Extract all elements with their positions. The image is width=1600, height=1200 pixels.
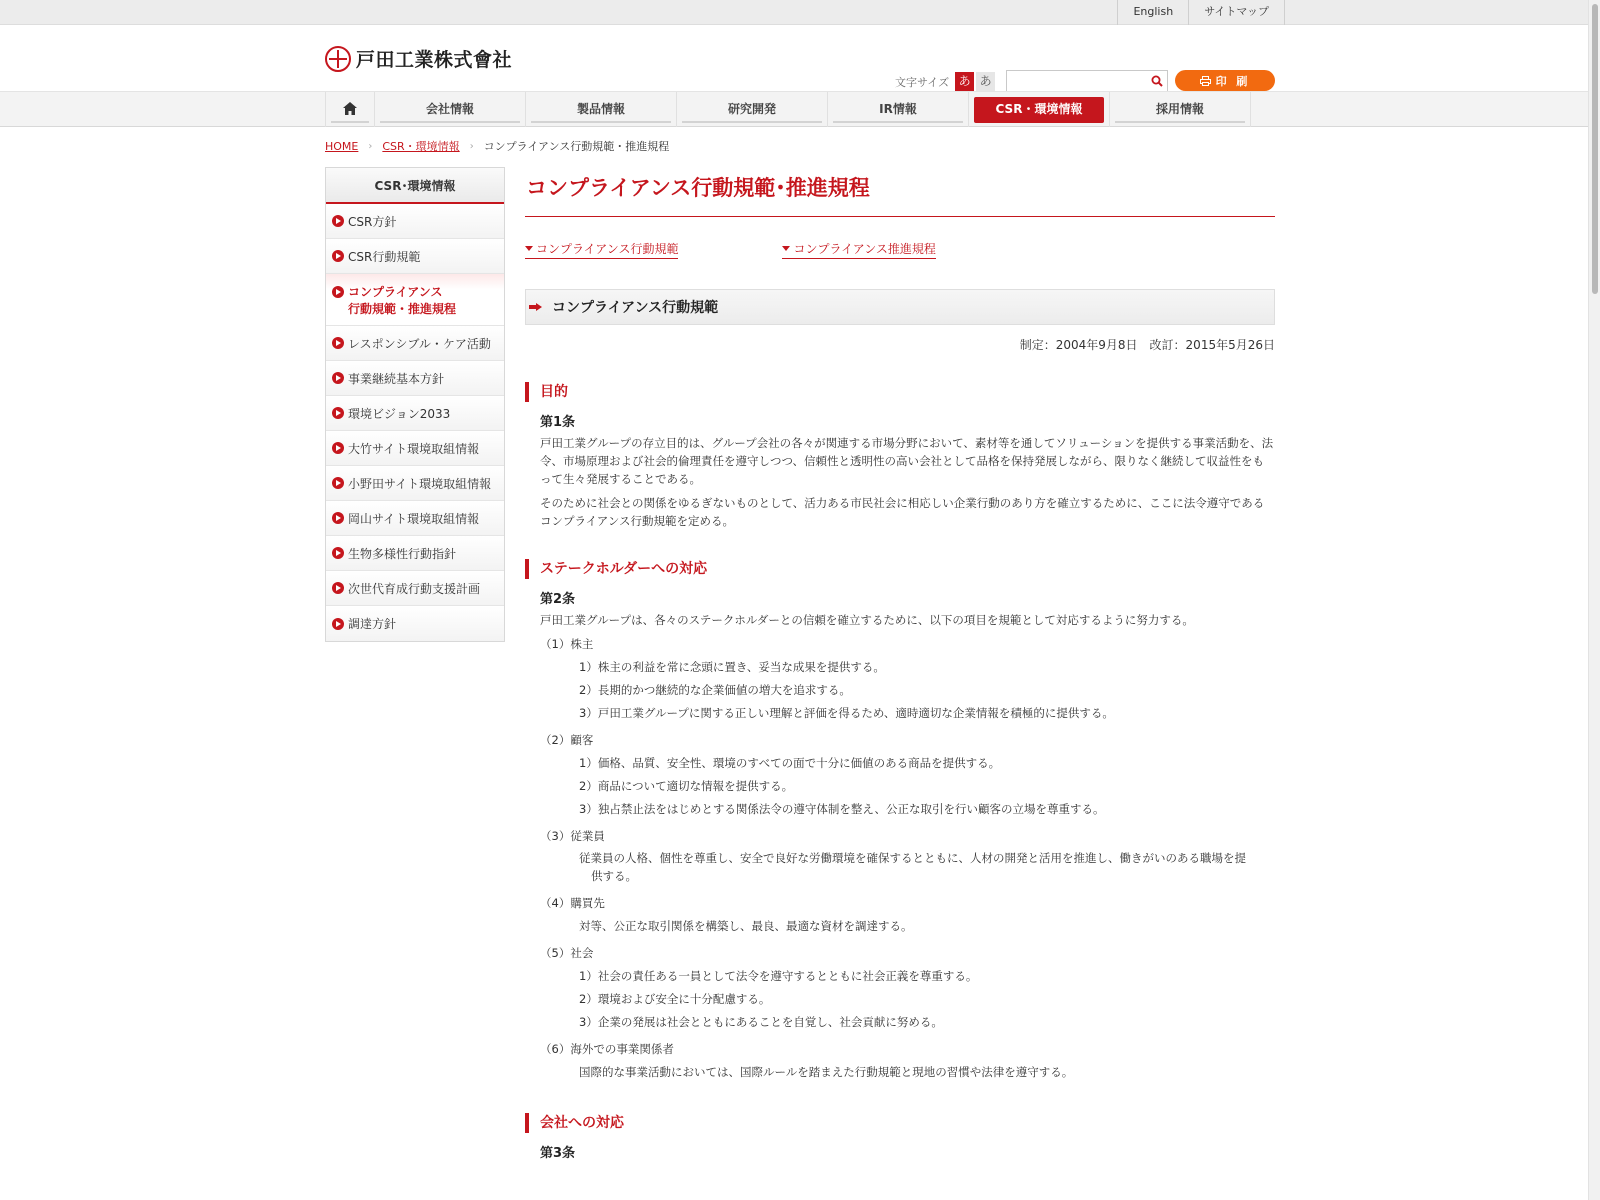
nav-home-button[interactable]: [331, 97, 369, 123]
sidebar-item-vision-2033[interactable]: [326, 396, 504, 431]
heading-stakeholders: ステークホルダーへの対応: [525, 559, 1275, 579]
page-scrollbar[interactable]: [1588, 0, 1600, 1200]
nav-home: [325, 92, 374, 127]
article-2-paragraph: 戸田工業グループは、各々のステークホルダーとの信頼を確立するために、以下の項目を規範として対応するように努力する。: [540, 613, 1194, 627]
item-society-3: 3）企業の発展は社会とともにあることを自覚し、社会貢献に努める。: [579, 1015, 943, 1029]
home-icon: [343, 102, 357, 115]
item-shareholders: （1）株主: [540, 637, 594, 651]
anchor-label: コンプライアンス行動規範: [536, 241, 679, 256]
item-customers-2: 2）商品について適切な情報を提供する。: [579, 779, 794, 793]
sidebar-item-label: 大竹サイト環境取組情報: [348, 441, 480, 456]
sidebar-item-label-line1: コンプライアンス: [348, 285, 443, 299]
sidebar-item-label: [348, 284, 456, 318]
arrow-bullet-icon: [332, 286, 344, 298]
item-customers-1: 1）価格、品質、安全性、環境のすべての面で十分に価値のある商品を提供する。: [579, 756, 1001, 770]
sidebar-item-otake[interactable]: [326, 431, 504, 466]
font-size-large-button[interactable]: あ: [955, 72, 974, 91]
global-nav: [0, 91, 1600, 127]
breadcrumb-csr-link[interactable]: CSR・環境情報: [382, 140, 460, 153]
sidebar-item-compliance[interactable]: [326, 274, 504, 326]
arrow-bullet-icon: [332, 512, 344, 524]
arrow-bullet-icon: [332, 547, 344, 559]
arrow-bullet-icon: [332, 582, 344, 594]
item-shareholders-3: 3）戸田工業グループに関する正しい理解と評価を得るため、適時適切な企業情報を積極的に提供する。: [579, 706, 1114, 720]
global-nav-list: [325, 92, 1251, 127]
item-overseas: （6）海外での事業関係者: [540, 1042, 674, 1056]
sidebar-item-label: 小野田サイト環境取組情報: [348, 476, 492, 491]
arrow-bullet-icon: [332, 442, 344, 454]
sidebar-item-label: 次世代育成行動支援計画: [348, 581, 481, 596]
heading-purpose: 目的: [525, 382, 1275, 402]
article-2-title: 第2条: [540, 592, 576, 607]
chevron-right-icon: ›: [469, 140, 474, 152]
sidebar-item-label: 生物多様性行動指針: [348, 546, 457, 561]
item-shareholders-1: 1）株主の利益を常に念頭に置き、妥当な成果を提供する。: [579, 660, 885, 674]
revision-dates: 制定：2004年9月8日 改訂：2015年5月26日: [1019, 338, 1275, 352]
item-society-1: 1）社会の責任ある一員として法令を遵守するとともに社会正義を尊重する。: [579, 969, 978, 983]
sidebar-item-okayama[interactable]: [326, 501, 504, 536]
sidebar-item-onoda[interactable]: [326, 466, 504, 501]
nav-recruit: [1109, 92, 1251, 127]
breadcrumb-home-link[interactable]: HOME: [325, 139, 359, 153]
search-icon[interactable]: [1151, 75, 1163, 87]
print-button[interactable]: [1175, 70, 1275, 91]
item-employees-line1: 従業員の人格、個性を尊重し、安全で良好な労働環境を確保するとともに、人材の開発と活用を推進し、働きがいのある職場を提: [579, 851, 1246, 865]
sidebar-item-responsible-care[interactable]: [326, 326, 504, 361]
item-customers-3: 3）独占禁止法をはじめとする関係法令の遵守体制を整え、公正な取引を行い顧客の立場を尊重する。: [579, 802, 1105, 816]
english-link[interactable]: English: [1117, 0, 1188, 25]
breadcrumb: [325, 138, 669, 154]
nav-products: [525, 92, 676, 127]
font-size-label: 文字サイズ: [895, 75, 950, 89]
item-employees-text: [579, 849, 1275, 885]
nav-company: [374, 92, 525, 127]
item-society: （5）社会: [540, 946, 594, 960]
sidebar-item-label: CSR方針: [348, 214, 397, 229]
page-title: コンプライアンス行動規範･推進規程: [525, 167, 1275, 217]
chevron-right-icon: ›: [368, 140, 373, 152]
scrollbar-thumb[interactable]: [1592, 4, 1598, 294]
logo-text: 戸田工業株式會社: [356, 49, 513, 71]
font-size-small-button[interactable]: あ: [976, 72, 995, 91]
search-box: [1006, 70, 1168, 92]
arrow-bullet-icon: [332, 618, 344, 630]
font-size-switcher: [895, 72, 997, 91]
nav-recruit-link[interactable]: 採用情報: [1115, 97, 1245, 123]
arrow-bullet-icon: [332, 407, 344, 419]
heading-company: 会社への対応: [525, 1113, 1275, 1133]
sidebar-item-label: 環境ビジョン2033: [348, 406, 451, 421]
utility-bar: [0, 0, 1600, 25]
sidebar-item-label: 岡山サイト環境取組情報: [348, 511, 480, 526]
anchor-code-of-conduct[interactable]: [525, 239, 678, 259]
arrow-right-icon: [529, 303, 543, 311]
anchor-label: コンプライアンス推進規程: [793, 241, 936, 256]
sitemap-link[interactable]: サイトマップ: [1188, 0, 1285, 25]
sidebar-item-label: レスポンシブル・ケア活動: [348, 336, 491, 351]
utility-links: [1117, 0, 1285, 25]
sidebar-item-label: 調達方針: [348, 617, 397, 631]
arrow-bullet-icon: [332, 215, 344, 227]
item-suppliers: （4）購買先: [540, 896, 605, 910]
page-anchors: [525, 239, 1275, 259]
anchor-promotion-rules[interactable]: [782, 239, 935, 259]
sidebar: [325, 167, 505, 642]
company-logo[interactable]: [325, 45, 512, 72]
nav-company-link[interactable]: 会社情報: [380, 97, 520, 123]
arrow-bullet-icon: [332, 477, 344, 489]
main-content: [525, 167, 1275, 1161]
triangle-down-icon: [525, 246, 533, 251]
sidebar-item-next-generation[interactable]: [326, 571, 504, 606]
nav-products-link[interactable]: 製品情報: [531, 97, 671, 123]
nav-csr: [968, 92, 1109, 127]
article-1-paragraph-1: 戸田工業グループの存立目的は、グループ会社の各々が関連する市場分野において、素材等を通してソリューションを提供する事業活動を、法令、市場原理および社会的倫理責任を遵守しつつ、信頼性と透明性の高い会社として品格を保持発展しながら、限りなく継続して収益性をもって生々発展することである。: [540, 436, 1274, 486]
print-label: 印 刷: [1215, 74, 1251, 88]
item-customers: （2）顧客: [540, 733, 594, 747]
arrow-bullet-icon: [332, 250, 344, 262]
sidebar-item-label-line2: 行動規範・推進規程: [348, 302, 457, 316]
logo-mark-icon: [325, 46, 351, 72]
sidebar-title: CSR･環境情報: [326, 168, 504, 204]
triangle-down-icon: [782, 246, 790, 251]
article-1-paragraph-2: そのために社会との関係をゆるぎないものとして、活力ある市民社会に相応しい企業行動のあり方を確立するために、ここに法令遵守であるコンプライアンス行動規範を定める。: [540, 496, 1265, 528]
article-1-title: 第1条: [540, 415, 576, 430]
nav-ir-link[interactable]: IR情報: [833, 97, 963, 123]
nav-ir: [827, 92, 968, 127]
sidebar-item-bcp[interactable]: [326, 361, 504, 396]
site-header: [0, 25, 1600, 91]
item-society-2: 2）環境および安全に十分配慮する。: [579, 992, 771, 1006]
article-3-title: 第3条: [540, 1146, 576, 1161]
section-heading-label: コンプライアンス行動規範: [552, 300, 719, 316]
search-input[interactable]: [1007, 72, 1145, 92]
arrow-bullet-icon: [332, 372, 344, 384]
sidebar-item-csr-policy[interactable]: [326, 204, 504, 239]
sidebar-item-csr-code[interactable]: [326, 239, 504, 274]
item-shareholders-2: 2）長期的かつ継続的な企業価値の増大を追求する。: [579, 683, 851, 697]
item-employees: （3）従業員: [540, 829, 605, 843]
nav-rd-link[interactable]: 研究開発: [682, 97, 822, 123]
printer-icon: [1200, 76, 1211, 86]
nav-rd: [676, 92, 827, 127]
sidebar-item-biodiversity[interactable]: [326, 536, 504, 571]
item-suppliers-1: 対等、公正な取引関係を構築し、最良、最適な資材を調達する。: [579, 919, 913, 933]
arrow-bullet-icon: [332, 337, 344, 349]
item-overseas-1: 国際的な事業活動においては、国際ルールを踏まえた行動規範と現地の習慣や法律を遵守する。: [579, 1065, 1074, 1079]
section-heading: [525, 289, 1275, 325]
breadcrumb-current: コンプライアンス行動規範・推進規程: [483, 140, 670, 153]
sidebar-item-label: 事業継続基本方針: [348, 371, 445, 386]
sidebar-item-procurement[interactable]: [326, 606, 504, 641]
item-employees-line2: 供する。: [591, 869, 637, 883]
nav-csr-link[interactable]: CSR・環境情報: [974, 97, 1104, 123]
sidebar-item-label: CSR行動規範: [348, 249, 421, 264]
